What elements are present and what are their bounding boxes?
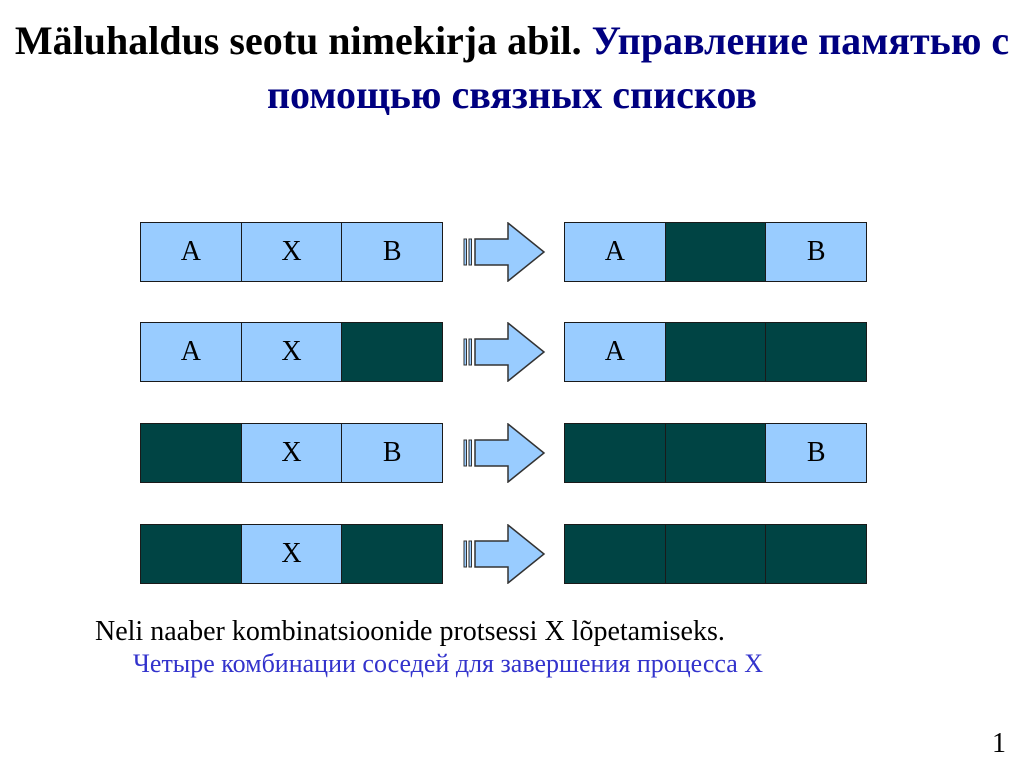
combination-row bbox=[0, 524, 1024, 584]
memory-block-after bbox=[564, 423, 867, 483]
combination-row bbox=[0, 423, 1024, 483]
memory-cell bbox=[765, 525, 866, 583]
memory-cell bbox=[765, 323, 866, 381]
memory-block-before bbox=[140, 423, 443, 483]
memory-block-before bbox=[140, 222, 443, 282]
memory-cell: X bbox=[241, 223, 342, 281]
memory-block-after bbox=[564, 524, 867, 584]
memory-cell bbox=[341, 323, 442, 381]
striped-right-arrow-icon bbox=[462, 423, 546, 483]
memory-cell bbox=[665, 323, 766, 381]
combination-row bbox=[0, 222, 1024, 282]
memory-cell bbox=[341, 525, 442, 583]
memory-cell bbox=[141, 525, 241, 583]
combination-row bbox=[0, 322, 1024, 382]
memory-cell: B bbox=[765, 223, 866, 281]
title-russian: Управление памятью с помощью связных списков bbox=[266, 18, 1010, 117]
memory-cell: B bbox=[341, 424, 442, 482]
caption-estonian: Neli naaber kombinatsioonide protsessi X lõpetamiseks. bbox=[95, 616, 725, 647]
memory-block-after bbox=[564, 322, 867, 382]
memory-cell: B bbox=[765, 424, 866, 482]
memory-cell: A bbox=[141, 323, 241, 381]
memory-cell bbox=[565, 525, 665, 583]
memory-cell bbox=[665, 525, 766, 583]
memory-cell bbox=[565, 424, 665, 482]
memory-cell: A bbox=[565, 323, 665, 381]
memory-cell: A bbox=[565, 223, 665, 281]
striped-right-arrow-icon bbox=[462, 322, 546, 382]
memory-block-after bbox=[564, 222, 867, 282]
memory-cell: B bbox=[341, 223, 442, 281]
memory-block-before bbox=[140, 524, 443, 584]
title-estonian: Mäluhaldus seotu nimekirja abil. bbox=[14, 18, 582, 63]
caption-russian: Четыре комбинации соседей для завершения процесса X bbox=[133, 649, 764, 678]
memory-cell: X bbox=[241, 525, 342, 583]
memory-cell bbox=[665, 424, 766, 482]
slide-caption bbox=[95, 616, 975, 680]
striped-right-arrow-icon bbox=[462, 524, 546, 584]
page-number: 1 bbox=[992, 728, 1006, 759]
striped-right-arrow-icon bbox=[462, 222, 546, 282]
memory-cell bbox=[141, 424, 241, 482]
memory-cell bbox=[665, 223, 766, 281]
memory-cell: X bbox=[241, 323, 342, 381]
memory-block-before bbox=[140, 322, 443, 382]
memory-cell: X bbox=[241, 424, 342, 482]
memory-cell: A bbox=[141, 223, 241, 281]
slide-title bbox=[0, 14, 1024, 122]
